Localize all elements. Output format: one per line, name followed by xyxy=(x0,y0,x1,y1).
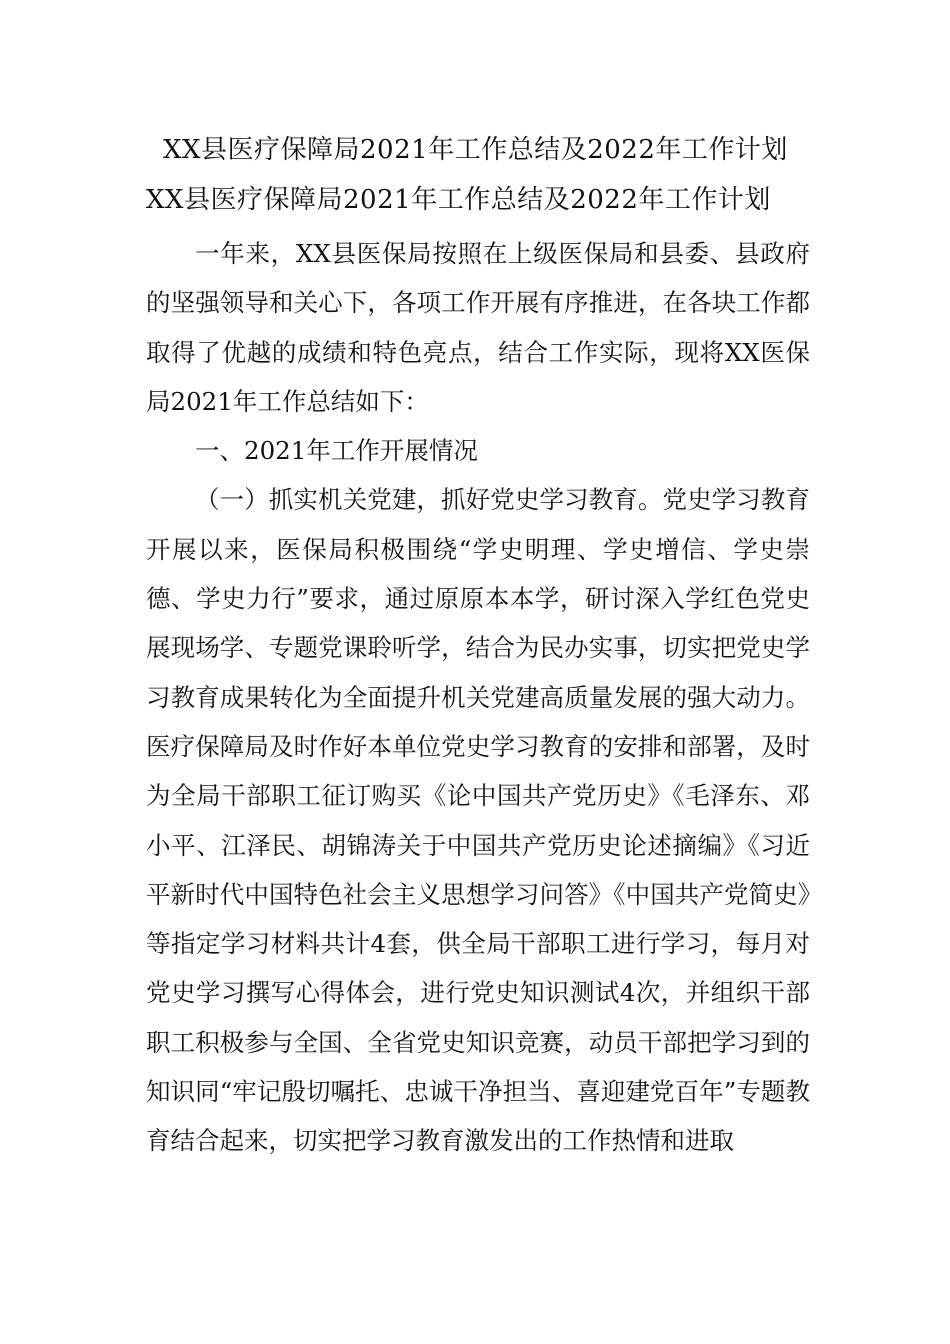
section-heading-1: 一、2021年工作开展情况 xyxy=(195,436,478,466)
section-1-paragraph-1: （一）抓实机关党建，抓好党史学习教育。党史学习教育开展以来，医保局积极围绕“学史明理、学史增信、学史崇德、学史力行”要求，通过原原本本学，研讨深入学红色党史展现场学、专题党课聆听学，结合为民办实事，切实把党史学习教育成果转化为全面提升机关党建高质量发展的强大动力。医疗保障局及时作好本单位党史学习教育的安排和部署，及时为全局干部职工征订购买《论中国共产党历史》《毛泽东、邓小平、江泽民、胡锦涛关于中国共产党历史论述摘编》《习近平新时代中国特色社会主义思想学习问答》《中国共产党简史》等指定学习材料共计4套，供全局干部职工进行学习，每月对党史学习撰写心得体会，进行党史知识测试4次，并组织干部职工积极参与全国、全省党史知识竞赛，动员干部把学习到的知识同“牢记殷切嘱托、忠诚干净担当、喜迎建党百年”专题教育结合起来，切实把学习教育激发出的工作热情和进取 xyxy=(146,485,810,1156)
intro-paragraph: 一年来，XX县医保局按照在上级医保局和县委、县政府的坚强领导和关心下，各项工作开展有序推进，在各块工作都取得了优越的成绩和特色亮点，结合工作实际，现将XX医保局2021年工作总结如下： xyxy=(146,239,810,416)
document-body xyxy=(146,229,810,1166)
document-title-line-1: XX县医疗保障局2021年工作总结及2022年工作计划 xyxy=(163,135,788,165)
document-title-line-2: XX县医疗保障局2021年工作总结及2022年工作计划 xyxy=(146,185,771,215)
